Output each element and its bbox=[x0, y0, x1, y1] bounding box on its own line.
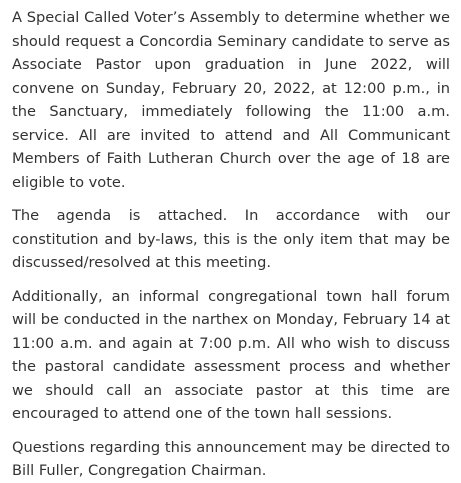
paragraph-town-hall: Additionally, an informal congregational town hall forum will be conducted in the narthex on Monday, February 14 at 11:00 a.m. and again at 7:00 p.m. All who wish to discuss the pastoral candidate assessment process and whether we should call an associate pastor at this time are encouraged to attend one of the town hall sessions. bbox=[12, 287, 450, 422]
paragraph-questions: Questions regarding this announcement may be directed to Bill Fuller, Congregation Chairman. bbox=[12, 438, 450, 479]
paragraph-agenda: The agenda is attached. In accordance with our constitution and by-laws, this is the only item that may be discussed/resolved at this meeting. bbox=[12, 207, 450, 271]
paragraph-voters-assembly: A Special Called Voter’s Assembly to determine whether we should request a Concordia Seminary candidate to serve as Associate Pastor upon graduation in June 2022, will convene on Sunday, February 20, 2022, at 12:00 p.m., in the Sanctuary, immediately following the 11:00 a.m. service. All are invited to attend and All Communicant Members of Faith Lutheran Church over the age of 18 are eligible to vote. bbox=[12, 9, 450, 191]
